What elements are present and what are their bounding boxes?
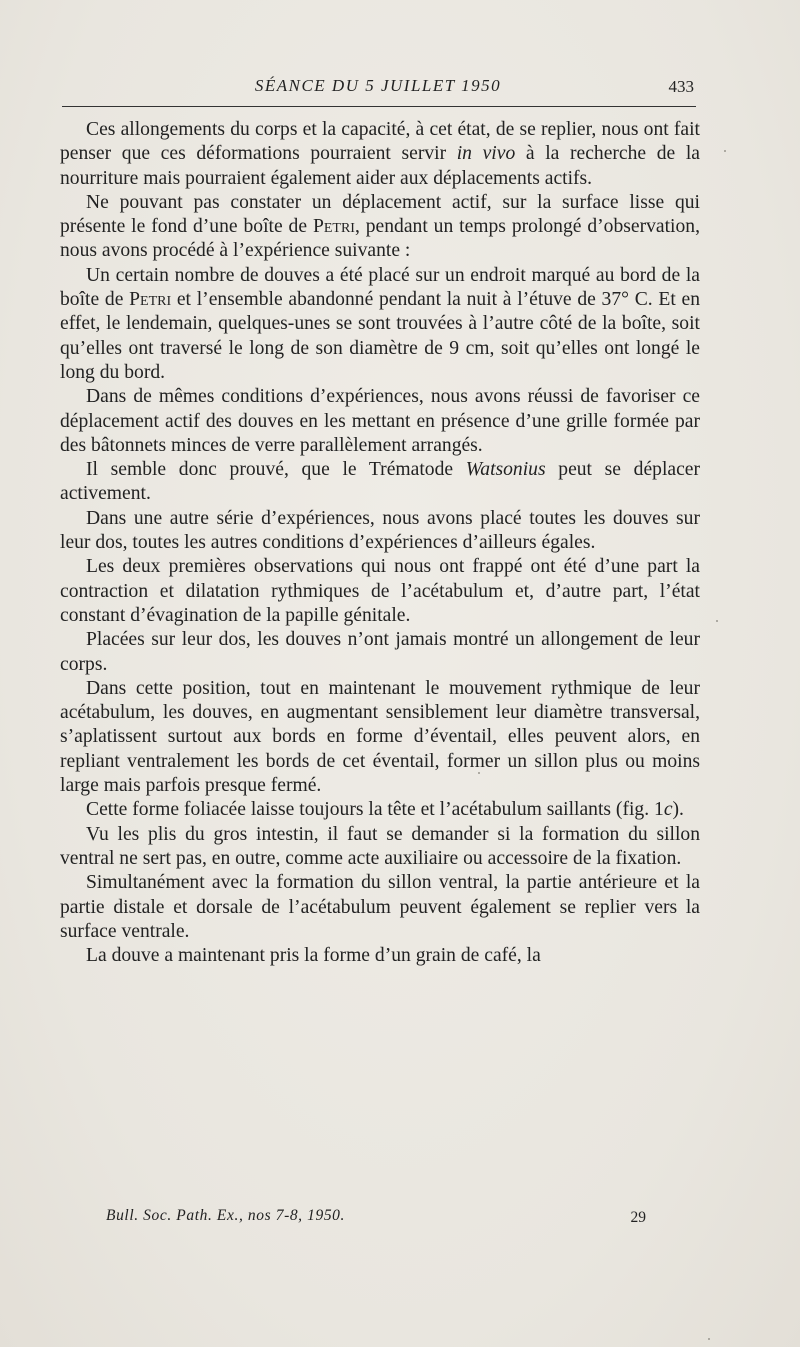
text-run: Placées sur leur dos, les douves n’ont jamais montré un allongement de leur corps. [60, 629, 700, 675]
paper-speck [708, 1338, 710, 1340]
text-run: ). [672, 799, 684, 821]
header-rule [62, 106, 696, 107]
body-text [60, 118, 700, 968]
small-caps-text: Petri [129, 289, 172, 311]
footer-citation: Bull. Soc. Path. Ex., nos 7-8, 1950. [106, 1207, 346, 1224]
running-header [62, 76, 694, 100]
text-run: Vu les plis du gros intestin, il faut se demander si la formation du sillon ventral ne sert pas, en outre, comme acte auxiliaire ou accessoire de la fixation. [60, 823, 700, 869]
text-run: La douve a maintenant pris la forme d’un grain de café, la [86, 945, 541, 967]
paragraph [60, 118, 700, 191]
page-number: 433 [668, 77, 694, 96]
footer [106, 1207, 646, 1229]
text-run: à la recherche de la nourriture mais pourraient également aider aux déplacements actifs. [60, 143, 700, 189]
paragraph [60, 871, 700, 944]
paragraph [60, 555, 700, 628]
text-run: Dans cette position, tout en maintenant le mouvement rythmique de leur acétabulum, les douves, en augmentant sensiblement leur diamètre transversal, s’aplatissent surtout aux bords en forme d’éventail, elles peuvent alors, en repliant ventralement les bords de cet éventail, former un sillon plus ou moins large mais parfois presque fermé. [60, 677, 700, 797]
paragraph [60, 191, 700, 264]
paragraph [60, 385, 700, 458]
paragraph [60, 458, 700, 507]
italic-text: Watsonius [465, 459, 546, 481]
paper-speck [716, 620, 718, 622]
italic-text: in vivo [456, 143, 516, 165]
paragraph [60, 677, 700, 798]
signature-mark: 29 [630, 1209, 646, 1226]
text-run: Les deux premières observations qui nous ont frappé ont été d’une part la contraction et dilatation rythmiques de l’acétabulum et, d’autre part, l’état constant d’évagination de la papille génitale. [60, 556, 700, 626]
text-run: Cette forme foliacée laisse toujours la tête et l’acétabulum saillants (fig. 1 [86, 799, 664, 821]
italic-text: c [663, 799, 673, 821]
paragraph [60, 823, 700, 872]
text-run: , pendant un temps prolongé d’observation, nous avons procédé à l’expérience suivante : [60, 216, 700, 262]
text-run: Dans de mêmes conditions d’expériences, nous avons réussi de favoriser ce déplacement actif des douves en les mettant en présence d’une grille formée par des bâtonnets minces de verre parallèlement arrangés. [60, 386, 700, 456]
text-run: peut se déplacer activement. [60, 459, 700, 505]
paragraph [60, 944, 700, 968]
header-title: SÉANCE DU 5 JUILLET 1950 [254, 76, 502, 95]
paper-speck [478, 772, 480, 774]
text-run: Ne pouvant pas constater un déplacement actif, sur la surface lisse qui présente le fond d’une boîte de [60, 191, 700, 238]
paragraph [60, 628, 700, 677]
text-run: Un certain nombre de douves a été placé sur un endroit marqué au bord de la boîte de [60, 264, 700, 311]
paragraph [60, 798, 700, 822]
paper-speck [724, 150, 726, 152]
text-run: Simultanément avec la formation du sillon ventral, la partie antérieure et la partie distale et dorsale de l’acétabulum peuvent également se replier vers la surface ventrale. [60, 872, 700, 942]
text-run: et l’ensemble abandonné pendant la nuit à l’étuve de 37° C. Et en effet, le lendemain, quelques-unes se sont trouvées à l’autre côté de la boîte, soit qu’elles ont traversé le long de son diamètre de 9 cm, soit qu’elles ont longé le long du bord. [60, 289, 701, 383]
small-caps-text: Petri [312, 216, 355, 238]
text-run: Ces allongements du corps et la capacité, à cet état, de se replier, nous ont fait penser que ces déformations pourraient servir [60, 119, 700, 165]
paragraph [60, 507, 700, 556]
paragraph [60, 264, 700, 385]
text-run: Dans une autre série d’expériences, nous avons placé toutes les douves sur leur dos, toutes les autres conditions d’expériences d’ailleurs égales. [60, 507, 700, 554]
text-run: Il semble donc prouvé, que le Trématode [86, 459, 466, 481]
